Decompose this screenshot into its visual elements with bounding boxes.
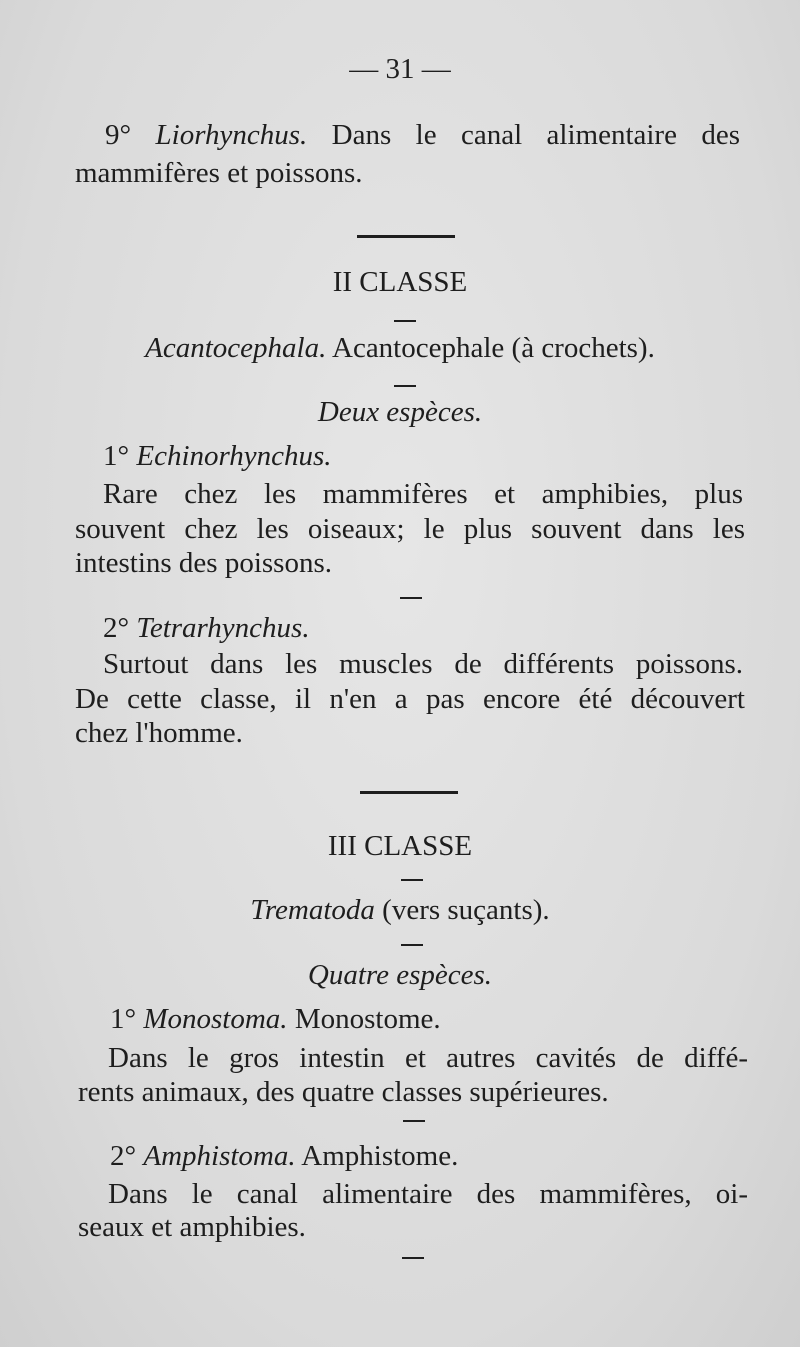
dash-divider bbox=[394, 385, 416, 387]
classe-3-heading: III CLASSE bbox=[327, 830, 473, 862]
dash-divider bbox=[403, 1120, 425, 1122]
tetrarhynchus-name: Tetrarhynchus. bbox=[136, 612, 310, 644]
classe-3-french-name: (vers suçants). bbox=[382, 894, 550, 926]
classe-3-species-count: Quatre espèces. bbox=[307, 959, 493, 991]
tetrarhynchus-title bbox=[103, 611, 310, 645]
monostoma-name: Monostoma. bbox=[143, 1003, 288, 1035]
page-number: — 31 — bbox=[349, 53, 451, 85]
liorhynchus-line-1 bbox=[105, 118, 740, 152]
section-divider bbox=[360, 791, 458, 794]
dash-divider bbox=[400, 597, 422, 599]
monostoma-french-name: Monostome. bbox=[294, 1003, 441, 1035]
amphistoma-title bbox=[110, 1139, 458, 1173]
dash-divider bbox=[402, 1257, 424, 1259]
echinorhynchus-line-1: Rare chez les mammifères et amphibies, plus bbox=[103, 478, 743, 510]
classe-2-name bbox=[0, 331, 800, 365]
classe-2-species-count: Deux espèces. bbox=[317, 396, 483, 428]
dash-divider bbox=[394, 320, 416, 322]
classe-2-french-name: Acantocephale (à crochets). bbox=[332, 332, 655, 364]
liorhynchus-name: Liorhynchus. bbox=[155, 119, 308, 151]
monostoma-title bbox=[110, 1002, 441, 1036]
tetrarhynchus-line-3: chez l'homme. bbox=[75, 717, 243, 749]
echinorhynchus-title bbox=[103, 439, 332, 473]
monostoma-line-1: Dans le gros intestin et autres cavités de diffé- bbox=[108, 1042, 748, 1074]
amphistoma-line-2: seaux et amphibies. bbox=[78, 1211, 306, 1243]
monostoma-number: 1° bbox=[110, 1003, 137, 1035]
echinorhynchus-line-2: souvent chez les oiseaux; le plus souvent dans les bbox=[75, 513, 745, 545]
tetrarhynchus-line-1: Surtout dans les muscles de différents poissons. bbox=[103, 648, 743, 680]
liorhynchus-number: 9° bbox=[105, 119, 132, 151]
classe-3-name bbox=[0, 893, 800, 927]
amphistoma-french-name: Amphistome. bbox=[301, 1140, 459, 1172]
section-divider bbox=[357, 235, 455, 238]
echinorhynchus-number: 1° bbox=[103, 440, 130, 472]
classe-2-latin-name: Acantocephala. bbox=[145, 332, 327, 364]
amphistoma-name: Amphistoma. bbox=[143, 1140, 296, 1172]
classe-3-latin-name: Trematoda bbox=[250, 894, 375, 926]
tetrarhynchus-number: 2° bbox=[103, 612, 130, 644]
amphistoma-number: 2° bbox=[110, 1140, 137, 1172]
tetrarhynchus-line-2: De cette classe, il n'en a pas encore été découvert bbox=[75, 683, 745, 715]
monostoma-line-2: rents animaux, des quatre classes supérieures. bbox=[78, 1076, 609, 1108]
liorhynchus-text-1: Dans le canal alimentaire des bbox=[331, 119, 741, 151]
echinorhynchus-name: Echinorhynchus. bbox=[136, 440, 332, 472]
classe-2-heading: II CLASSE bbox=[332, 266, 468, 298]
amphistoma-line-1: Dans le canal alimentaire des mammifères, oi- bbox=[108, 1178, 748, 1210]
echinorhynchus-line-3: intestins des poissons. bbox=[75, 547, 332, 579]
dash-divider bbox=[401, 879, 423, 881]
liorhynchus-line-2: mammifères et poissons. bbox=[75, 157, 363, 189]
dash-divider bbox=[401, 944, 423, 946]
